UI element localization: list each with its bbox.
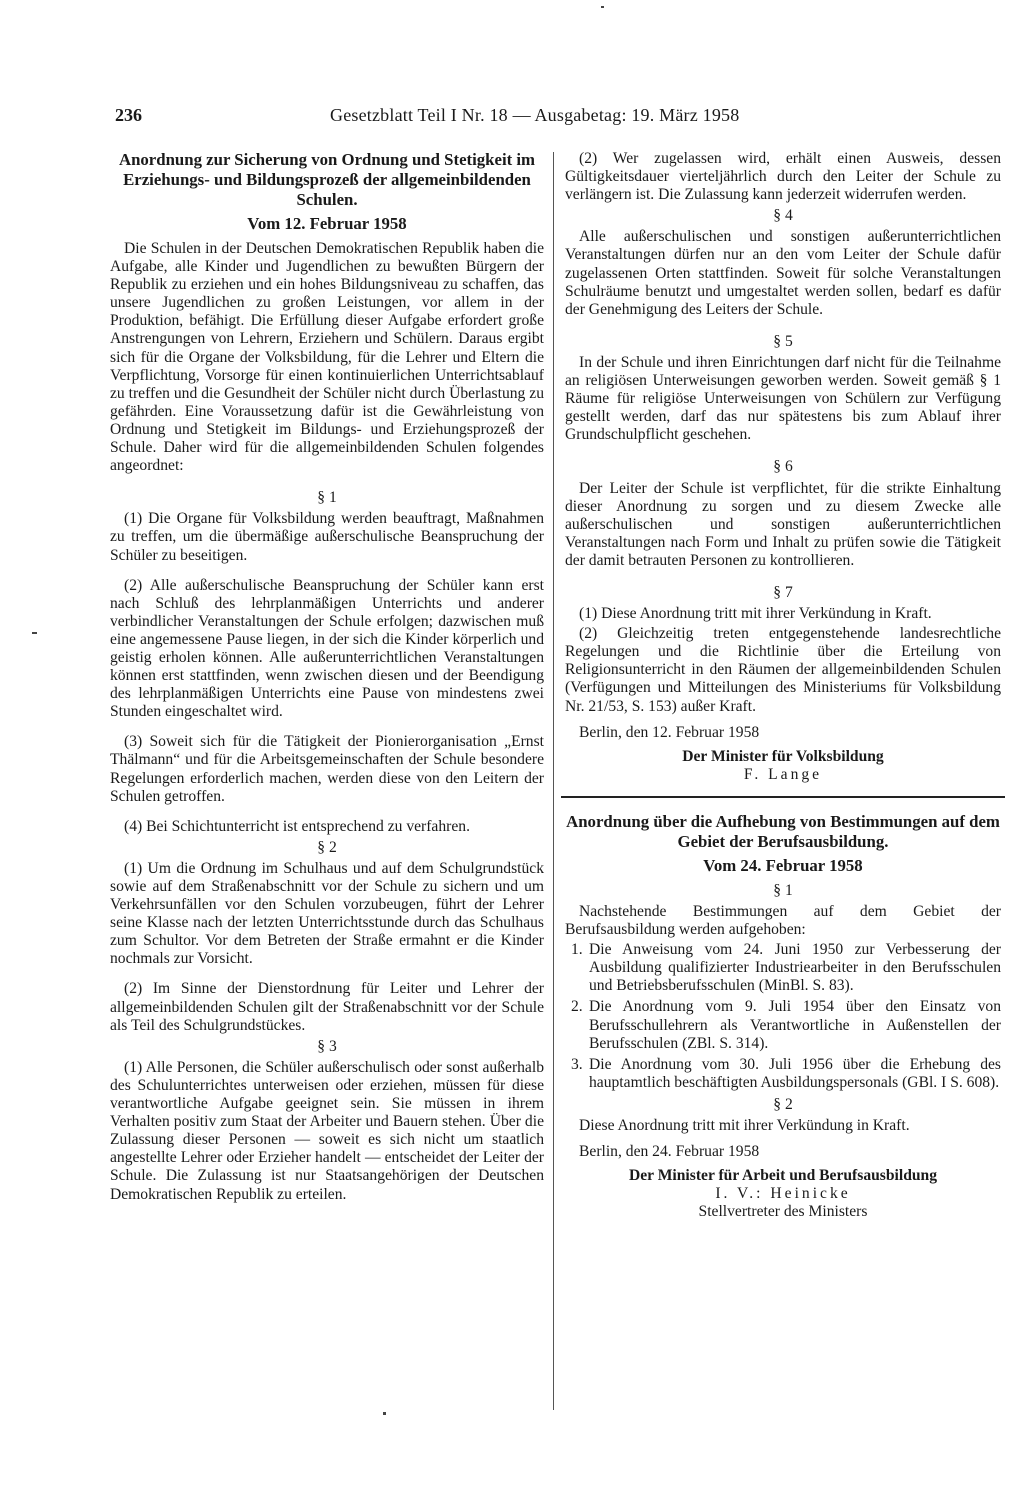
section-7-paragraph-1: (1) Diese Anordnung tritt mit ihrer Verkündung in Kraft. <box>579 605 932 623</box>
section-2-heading: § 2 <box>317 838 337 856</box>
second-ordinance-title: Anordnung über die Aufhebung von Bestimmungen auf dem Gebiet der Berufsausbildung. <box>566 811 1000 851</box>
section-3-paragraph-1: (1) Alle Personen, die Schüler außerschulisch oder sonst außerhalb des Schulunterrichtes unterweisen oder erziehen, müssen für diese verantwortliche Aufgabe geeignet sein. Sie müssen in ihrem Verhalten positiv zum Staat der Arbeiter und Bauern stehen. Über die Zulassung dieser Personen — soweit es sich nicht um staatlich angestellte Lehrer oder Erzieher handelt — entscheidet der Leiter der Schule. Die Zulassung ist nur Staatsangehörigen der Deutschen Demokratischen Republik zu erteilen. <box>110 1058 544 1203</box>
list-item <box>565 998 1001 1052</box>
list-item-number: 3. <box>571 1055 583 1073</box>
section-1-paragraph-4: (4) Bei Schichtunterricht ist entsprechend zu verfahren. <box>124 817 470 835</box>
ordinance-date: Vom 12. Februar 1958 <box>247 214 407 233</box>
section-3-paragraph-2: (2) Wer zugelassen wird, erhält einen Ausweis, dessen Gültigkeitsdauer vierteljährlich durch den Leiter der Schule zu verlängern ist. Die Zulassung kann jederzeit widerrufen werden. <box>565 150 1001 204</box>
signatory-title: Der Minister für Volksbildung <box>682 747 884 765</box>
scan-speck <box>32 632 37 634</box>
running-title: Gesetzblatt Teil I Nr. 18 — Ausgabetag: 19. März 1958 <box>330 105 740 125</box>
preamble: Die Schulen in der Deutschen Demokratischen Republik haben die Aufgabe, alle Kinder und Jugendlichen zu bewußten Bürgern der Republik zu erziehen und ein hohes Bildungsniveau zu schaffen, das unsere Jugendlichen zu großen Leistungen, vor allem in der Produktion, befähigt. Die Erfüllung dieser Aufgabe erfordert große Anstrengungen von Lehrern, Erziehern und Schülern. Daraus ergibt sich für die Organe der Volksbildung, für die Lehrer und Eltern die Verpflichtung, Vorsorge für einen kontinuierlichen Unterrichtsablauf zu treffen und die Gesundheit der Schüler nicht durch Überlastung zu gefährden. Eine Voraussetzung dafür ist die Gewährleistung von Ordnung und Stetigkeit im Bildungs- und Erziehungsprozeß der Schule. Daher wird für die allgemeinbildenden Schulen folgendes angeordnet: <box>110 240 544 475</box>
list-item-text: Die Anordnung vom 30. Juli 1956 über die Erhebung des hauptamtlich beschäftigten Ausbildungspersonals (GBl. I S. 608). <box>589 1055 1001 1091</box>
section-3-heading: § 3 <box>317 1037 337 1055</box>
second-section-1-heading: § 1 <box>773 881 793 899</box>
section-1-paragraph-1: (1) Die Organe für Volksbildung werden beauftragt, Maßnahmen zu treffen, um die übermäßige außerschulische Beanspruchung der Schüler zu beseitigen. <box>110 510 544 564</box>
section-1-paragraph-2: (2) Alle außerschulische Beanspruchung der Schüler kann erst nach Schluß des lehrplanmäßigen Unterrichts und anderer verbindlicher Veranstaltungen der Schule erfolgen; dazwischen muß eine angemessene Pause liegen, in der sich die Kinder körperlich und geistig erholen können. Alle außerunterrichtlichen Veranstaltungen können erst stattfinden, wenn zwischen diesen und der Beendigung des lehrplanmäßigen Unterrichts eine Pause von mindestens zwei Stunden eingeschaltet wird. <box>110 576 544 721</box>
right-column <box>565 150 1001 1222</box>
second-section-1-intro: Nachstehende Bestimmungen auf dem Gebiet der Berufsausbildung werden aufgehoben: <box>565 903 1001 939</box>
section-4-paragraph-1: Alle außerschulischen und sonstigen außerunterrichtlichen Veranstaltungen dürfen nur an den vom Leiter der Schule dafür zugelassenen Orten stattfinden. Soweit für solche Veranstaltungen Schulräume benutzt und umgestaltet werden sollen, bedarf es dafür der Genehmigung des Leiters der Schule. <box>565 228 1001 318</box>
ordinance-title: Anordnung zur Sicherung von Ordnung und Stetigkeit im Erziehungs- und Bildungsprozeß der allgemeinbildenden Schulen. <box>118 150 536 209</box>
section-1-heading: § 1 <box>317 489 337 507</box>
section-4-heading: § 4 <box>773 207 793 225</box>
column-divider <box>553 152 554 1410</box>
list-item-number: 1. <box>571 941 583 959</box>
section-6-paragraph-1: Der Leiter der Schule ist verpflichtet, für die strikte Einhaltung dieser Anordnung zu sorgen und zu diesem Zwecke alle außerschulischen und sonstigen außerunterrichtlichen Veranstaltungen nach Form und Inhalt zu prüfen sowie die Tätigkeit der damit betrauten Personen zu kontrollieren. <box>565 479 1001 569</box>
scan-speck <box>383 1412 386 1415</box>
section-7-heading: § 7 <box>773 583 793 601</box>
section-2-paragraph-2: (2) Im Sinne der Dienstordnung für Leiter und Lehrer der allgemeinbildenden Schulen gilt der Straßenabschnitt vor der Schule als Teil des Schulgrundstückes. <box>110 980 544 1034</box>
section-6-heading: § 6 <box>773 458 793 476</box>
second-signatory-name: I. V.: Heinicke <box>715 1185 851 1203</box>
list-item-number: 2. <box>571 998 583 1016</box>
section-1-paragraph-3: (3) Soweit sich für die Tätigkeit der Pionierorganisation „Ernst Thälmann“ und für die Arbeitsgemeinschaften der Schule besondere Regelungen erforderlich machen, werden diese von den Leitern der Schulen getroffen. <box>110 733 544 805</box>
section-2-paragraph-1: (1) Um die Ordnung im Schulhaus und auf dem Schulgrundstück sowie auf dem Straßenabschnitt vor der Schule zu sichern und um Verkehrsunfällen vor den Schulen vorzubeugen, führt der Lehrer seine Klasse nach der letzten Unterrichtsstunde durch das Schulhaus zum Schultor. Vor dem Betreten der Straße ermahnt er die Kinder nochmals zur Vorsicht. <box>110 859 544 968</box>
section-divider <box>561 796 1005 798</box>
repealed-list <box>565 941 1001 1092</box>
left-column <box>110 150 544 1206</box>
second-place-date: Berlin, den 24. Februar 1958 <box>579 1143 760 1161</box>
signatory-name: F. Lange <box>743 765 823 783</box>
page-number: 236 <box>115 105 142 125</box>
list-item-text: Die Anordnung vom 9. Juli 1954 über den Einsatz von Berufsschullehrern als Verantwortliche in Außenstellen der Berufsschulen (ZBl. S. 314). <box>589 998 1001 1052</box>
list-item-text: Die Anweisung vom 24. Juni 1950 zur Verbesserung der Ausbildung qualifizierter Industriearbeiter in den Berufsschulen und Betriebsberufsschulen (MinBl. S. 83). <box>589 941 1001 995</box>
second-ordinance-date: Vom 24. Februar 1958 <box>703 855 863 875</box>
second-signatory-title: Der Minister für Arbeit und Berufsausbildung <box>628 1167 938 1185</box>
place-date: Berlin, den 12. Februar 1958 <box>579 723 760 741</box>
list-item <box>565 941 1001 995</box>
scan-speck <box>601 6 604 8</box>
second-section-2-paragraph: Diese Anordnung tritt mit ihrer Verkündung in Kraft. <box>579 1117 910 1135</box>
section-7-paragraph-2: (2) Gleichzeitig treten entgegenstehende landesrechtliche Regelungen und die Richtlinie über die Erteilung von Religionsunterricht in den Räumen der allgemeinbildenden Schulen (Verfügungen und Mitteilungen des Ministeriums für Volksbildung Nr. 21/53, S. 153) außer Kraft. <box>565 625 1001 715</box>
list-item <box>565 1056 1001 1092</box>
section-5-paragraph-1: In der Schule und ihren Einrichtungen darf nicht für die Teilnahme an religiösen Unterweisungen geworben werden. Soweit gemäß § 1 Räume für religiöse Unterweisungen von Schülern zur Verfügung gestellt werden, darf das nur spätestens bis zum Ablauf ihrer Grundschulpflicht geschehen. <box>565 353 1001 444</box>
second-section-2-heading: § 2 <box>773 1095 793 1113</box>
second-signatory-role: Stellvertreter des Ministers <box>698 1203 868 1221</box>
section-5-heading: § 5 <box>773 332 793 350</box>
